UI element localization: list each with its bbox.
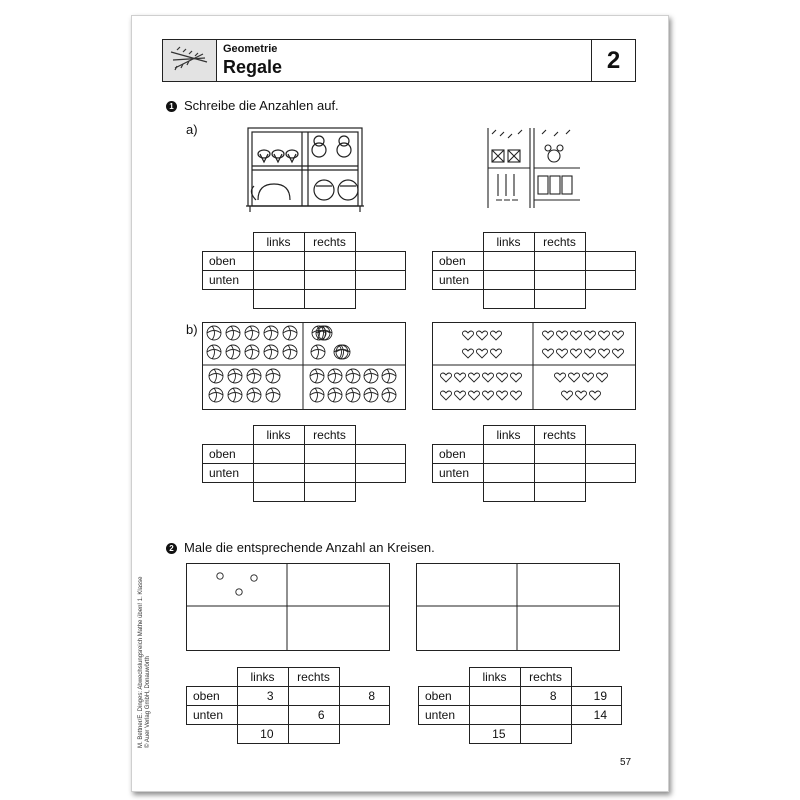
ball-icon <box>245 326 259 340</box>
col-header-links: links <box>469 668 520 687</box>
ball-icon <box>226 345 240 359</box>
answer-cell[interactable] <box>585 271 636 290</box>
answer-cell[interactable] <box>534 445 585 464</box>
ball-icon <box>264 326 278 340</box>
col-header-rechts: rechts <box>534 426 585 445</box>
heart-icon <box>554 373 565 382</box>
col-header-links: links <box>253 426 304 445</box>
answer-cell[interactable] <box>534 483 585 502</box>
ball-icon <box>311 345 325 359</box>
heart-icon <box>561 391 572 400</box>
answer-cell[interactable] <box>534 290 585 309</box>
answer-cell[interactable] <box>355 464 406 483</box>
answer-cell[interactable] <box>483 483 534 502</box>
heart-icon <box>542 331 553 340</box>
heart-icon <box>596 373 607 382</box>
answer-cell[interactable] <box>483 252 534 271</box>
answer-cell[interactable] <box>253 290 304 309</box>
answer-cell[interactable] <box>253 483 304 502</box>
cell-oben-rechts[interactable]: 8 <box>520 687 571 706</box>
heart-icon <box>556 331 567 340</box>
answer-cell[interactable] <box>253 464 304 483</box>
row-header-unten: unten <box>203 464 254 483</box>
row-header-oben: oben <box>419 687 470 706</box>
heart-icon <box>490 349 501 358</box>
heart-icon <box>462 331 473 340</box>
part-a-label: a) <box>186 122 198 137</box>
ball-icon <box>328 388 342 402</box>
answer-cell[interactable] <box>483 445 534 464</box>
heart-icon <box>510 391 521 400</box>
col-header-rechts: rechts <box>304 426 355 445</box>
count-table-a-left <box>202 232 406 309</box>
cell-oben-sum[interactable]: 8 <box>339 687 390 706</box>
count-table-b-left <box>202 425 406 502</box>
heart-icon <box>454 373 465 382</box>
col-header-links: links <box>253 233 304 252</box>
task2-table-left <box>186 667 390 744</box>
draw-shelf-right[interactable] <box>416 563 620 651</box>
heart-icon <box>490 331 501 340</box>
ball-icon <box>247 388 261 402</box>
ball-icon <box>228 388 242 402</box>
ball-icon <box>382 388 396 402</box>
ball-icon <box>209 369 223 383</box>
cell-unten-rechts[interactable]: 6 <box>288 706 339 725</box>
answer-cell[interactable] <box>585 252 636 271</box>
part-b-label: b) <box>186 322 198 337</box>
heart-icon <box>542 349 553 358</box>
answer-cell[interactable] <box>304 271 355 290</box>
col-header-links: links <box>237 668 288 687</box>
cell-unten-sum[interactable]: 14 <box>571 706 622 725</box>
ball-icon <box>310 369 324 383</box>
cell-oben-links[interactable] <box>469 687 520 706</box>
heart-icon <box>570 331 581 340</box>
ball-icon <box>266 369 280 383</box>
heart-icon <box>598 331 609 340</box>
answer-cell[interactable] <box>483 271 534 290</box>
copyright-note <box>138 548 151 748</box>
answer-cell[interactable] <box>304 483 355 502</box>
heart-icon <box>598 349 609 358</box>
heart-icon <box>462 349 473 358</box>
cell-oben-sum[interactable]: 19 <box>571 687 622 706</box>
answer-cell[interactable] <box>253 271 304 290</box>
heart-icon <box>482 391 493 400</box>
answer-cell[interactable] <box>355 271 406 290</box>
shelf-illustration-left <box>244 124 366 214</box>
ball-icon <box>328 369 342 383</box>
ball-icon <box>228 369 242 383</box>
heart-icon <box>510 373 521 382</box>
row-header-unten: unten <box>433 464 484 483</box>
worksheet-number: 2 <box>591 40 635 81</box>
heart-icon <box>496 391 507 400</box>
answer-cell[interactable] <box>534 464 585 483</box>
heart-icon <box>454 391 465 400</box>
task-2-number: 2 <box>166 543 177 554</box>
ball-icon <box>346 369 360 383</box>
col-header-rechts: rechts <box>520 668 571 687</box>
header-kicker: Geometrie <box>223 43 278 55</box>
heart-icon <box>568 373 579 382</box>
cell-sum-links[interactable]: 10 <box>237 725 288 744</box>
count-table-a-right <box>432 232 636 309</box>
row-header-unten: unten <box>187 706 238 725</box>
col-header-links: links <box>483 233 534 252</box>
cell-sum-links[interactable]: 15 <box>469 725 520 744</box>
heart-icon <box>468 391 479 400</box>
task-1-number: 1 <box>166 101 177 112</box>
task-1-instruction: Schreibe die Anzahlen auf. <box>184 98 339 113</box>
col-header-links: links <box>483 426 534 445</box>
heart-icon <box>476 331 487 340</box>
row-header-unten: unten <box>203 271 254 290</box>
cell-unten-links[interactable] <box>469 706 520 725</box>
answer-cell[interactable] <box>355 445 406 464</box>
row-header-unten: unten <box>419 706 470 725</box>
page-title: Regale <box>223 57 283 77</box>
heart-icon <box>440 373 451 382</box>
col-header-rechts: rechts <box>304 233 355 252</box>
cell-oben-rechts[interactable] <box>288 687 339 706</box>
heart-icon <box>476 349 487 358</box>
cell-unten-rechts[interactable] <box>520 706 571 725</box>
col-header-rechts: rechts <box>534 233 585 252</box>
cell-sum-rechts[interactable] <box>288 725 339 744</box>
ball-icon <box>364 369 378 383</box>
heart-icon <box>570 349 581 358</box>
answer-cell[interactable] <box>483 290 534 309</box>
row-header-oben: oben <box>187 687 238 706</box>
ball-icon <box>346 388 360 402</box>
cell-sum-rechts[interactable] <box>520 725 571 744</box>
answer-cell[interactable] <box>253 445 304 464</box>
heart-icon <box>468 373 479 382</box>
heart-icon <box>612 331 623 340</box>
hearts-shelf <box>432 322 636 410</box>
ball-icon <box>207 326 221 340</box>
answer-cell[interactable] <box>585 445 636 464</box>
heart-icon <box>589 391 600 400</box>
heart-icon <box>612 349 623 358</box>
ball-icon <box>310 388 324 402</box>
ball-icon <box>247 369 261 383</box>
heart-icon <box>584 349 595 358</box>
ball-icon <box>245 345 259 359</box>
answer-cell[interactable] <box>585 464 636 483</box>
heart-icon <box>496 373 507 382</box>
answer-cell[interactable] <box>304 252 355 271</box>
col-header-rechts: rechts <box>288 668 339 687</box>
balls-shelf <box>202 322 406 410</box>
task-2-instruction: Male die entsprechende Anzahl an Kreisen. <box>184 540 435 555</box>
copyright-line-2: © Auer Verlag GmbH, Donauwörth <box>145 656 151 748</box>
ball-icon <box>364 388 378 402</box>
ball-icon <box>283 345 297 359</box>
draw-shelf-left[interactable] <box>186 563 390 651</box>
row-header-oben: oben <box>433 445 484 464</box>
row-header-oben: oben <box>433 252 484 271</box>
answer-cell[interactable] <box>355 252 406 271</box>
ball-icon <box>283 326 297 340</box>
shelf-illustration-right <box>484 124 584 216</box>
row-header-unten: unten <box>433 271 484 290</box>
row-header-oben: oben <box>203 252 254 271</box>
geometry-logo-icon <box>163 40 217 81</box>
cell-unten-links[interactable] <box>237 706 288 725</box>
heart-icon <box>575 391 586 400</box>
ball-icon <box>382 369 396 383</box>
heart-icon <box>556 349 567 358</box>
ball-icon <box>226 326 240 340</box>
answer-cell[interactable] <box>534 252 585 271</box>
answer-cell[interactable] <box>304 464 355 483</box>
count-table-b-right <box>432 425 636 502</box>
heart-icon <box>582 373 593 382</box>
ball-icon <box>209 388 223 402</box>
page-number: 57 <box>620 757 632 768</box>
ball-icon <box>207 345 221 359</box>
heart-icon <box>482 373 493 382</box>
ball-icon <box>266 388 280 402</box>
answer-cell[interactable] <box>253 252 304 271</box>
heart-icon <box>584 331 595 340</box>
answer-cell[interactable] <box>534 271 585 290</box>
row-header-oben: oben <box>203 445 254 464</box>
answer-cell[interactable] <box>304 290 355 309</box>
answer-cell[interactable] <box>483 464 534 483</box>
task2-table-right <box>418 667 622 744</box>
cell-oben-links[interactable]: 3 <box>237 687 288 706</box>
answer-cell[interactable] <box>304 445 355 464</box>
ball-icon <box>264 345 278 359</box>
cell-unten-sum[interactable] <box>339 706 390 725</box>
copyright-line-1: M. Bettner/E. Dinges: Abwechslungsreich Mathe üben! 1. Klasse <box>138 576 144 748</box>
heart-icon <box>440 391 451 400</box>
